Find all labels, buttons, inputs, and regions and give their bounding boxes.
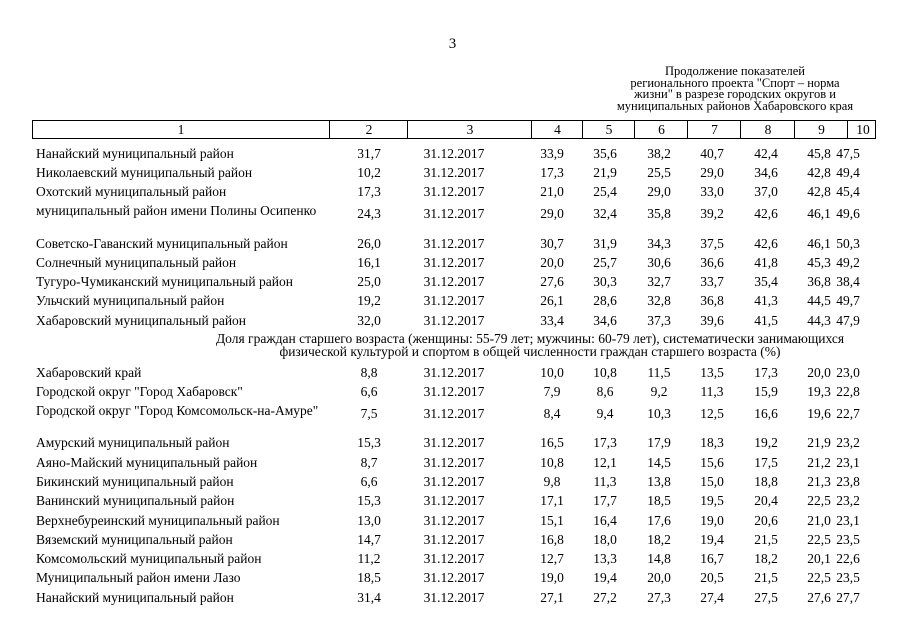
continuation-note-line: регионального проекта "Спорт – норма	[630, 75, 840, 90]
year-value: 37,3	[647, 313, 671, 328]
year-value: 20,0	[647, 570, 671, 585]
year-value: 14,5	[647, 455, 671, 470]
row-name: Ульчский муниципальный район	[36, 293, 225, 308]
year-value: 42,6	[754, 236, 778, 251]
year-value: 18,5	[647, 493, 671, 508]
year-value: 21,0	[807, 513, 831, 528]
column-header: 1	[177, 122, 185, 137]
year-value: 16,8	[540, 532, 564, 547]
year-value: 21,3	[807, 474, 831, 489]
year-value: 40,7	[700, 146, 724, 161]
year-value: 19,3	[807, 384, 831, 399]
year-value: 49,2	[836, 255, 860, 270]
year-value: 26,1	[540, 293, 564, 308]
year-value: 12,5	[700, 406, 724, 421]
year-value: 27,4	[700, 590, 724, 605]
column-header: 7	[687, 121, 741, 138]
year-value: 47,5	[836, 146, 860, 161]
base-date: 31.12.2017	[423, 165, 485, 180]
base-value: 7,5	[360, 406, 378, 421]
row-name: Верхнебуреинский муниципальный район	[36, 513, 280, 528]
continuation-note-line: Продолжение показателей	[665, 64, 805, 78]
year-value: 27,6	[540, 274, 564, 289]
row-name: Бикинский муниципальный район	[36, 474, 234, 489]
year-value: 41,5	[754, 313, 778, 328]
base-value: 31,7	[357, 146, 381, 161]
year-value: 27,2	[593, 590, 617, 605]
row-name: Нанайский муниципальный район	[36, 146, 234, 161]
row-name: Комсомольский муниципальный район	[36, 551, 262, 566]
year-value: 22,5	[807, 532, 831, 547]
base-value: 15,3	[357, 435, 381, 450]
year-value: 27,1	[540, 590, 564, 605]
year-value: 44,3	[807, 313, 831, 328]
row-name: муниципальный район имени Полины Осипенко	[36, 203, 317, 218]
year-value: 32,8	[647, 293, 671, 308]
year-value: 32,7	[647, 274, 671, 289]
base-value: 17,3	[357, 184, 381, 199]
base-value: 13,0	[357, 513, 381, 528]
year-value: 14,8	[647, 551, 671, 566]
year-value: 22,8	[836, 384, 860, 399]
row-name: Нанайский муниципальный район	[36, 590, 234, 605]
year-value: 17,6	[647, 513, 671, 528]
year-value: 30,7	[540, 236, 564, 251]
row-name: Аяно-Майский муниципальный район	[36, 455, 258, 470]
base-date: 31.12.2017	[423, 274, 485, 289]
base-date: 31.12.2017	[423, 184, 485, 199]
row-name: Солнечный муниципальный район	[36, 255, 237, 270]
year-value: 13,3	[593, 551, 617, 566]
year-value: 29,0	[647, 184, 671, 199]
column-header: 6	[634, 121, 688, 138]
base-date: 31.12.2017	[423, 255, 485, 270]
year-value: 27,3	[647, 590, 671, 605]
year-value: 44,5	[807, 293, 831, 308]
base-value: 8,8	[360, 365, 378, 380]
year-value: 15,6	[700, 455, 724, 470]
year-value: 11,5	[647, 365, 671, 380]
column-header: 4	[531, 121, 583, 138]
year-value: 25,7	[593, 255, 617, 270]
year-value: 37,5	[700, 236, 724, 251]
year-value: 22,7	[836, 406, 860, 421]
year-value: 41,3	[754, 293, 778, 308]
year-value: 27,5	[754, 590, 778, 605]
year-value: 32,4	[593, 206, 617, 221]
year-value: 23,0	[836, 365, 860, 380]
base-date: 31.12.2017	[423, 493, 485, 508]
year-value: 33,4	[540, 313, 564, 328]
year-value: 42,6	[754, 206, 778, 221]
year-value: 45,3	[807, 255, 831, 270]
base-date: 31.12.2017	[423, 455, 485, 470]
base-date: 31.12.2017	[423, 551, 485, 566]
year-value: 17,3	[540, 165, 564, 180]
year-value: 30,6	[647, 255, 671, 270]
base-value: 6,6	[360, 384, 378, 399]
year-value: 15,1	[540, 513, 564, 528]
year-value: 34,6	[593, 313, 617, 328]
year-value: 9,8	[543, 474, 561, 489]
year-value: 13,5	[700, 365, 724, 380]
base-date: 31.12.2017	[423, 570, 485, 585]
base-date: 31.12.2017	[423, 474, 485, 489]
year-value: 22,5	[807, 493, 831, 508]
year-value: 21,9	[593, 165, 617, 180]
section-title: Доля граждан старшего возраста (женщины: 55-79 лет; мужчины: 60-79 лет), систематически занимающихся физической культурой и спортом в общей численности граждан старшего возраста (%)	[215, 331, 845, 359]
year-value: 21,2	[807, 455, 831, 470]
year-value: 20,1	[807, 551, 831, 566]
year-value: 10,3	[647, 406, 671, 421]
row-name: Ванинский муниципальный район	[36, 493, 235, 508]
year-value: 19,5	[700, 493, 724, 508]
year-value: 49,7	[836, 293, 860, 308]
year-value: 27,6	[807, 590, 831, 605]
base-date: 31.12.2017	[423, 236, 485, 251]
base-value: 18,5	[357, 570, 381, 585]
year-value: 17,1	[540, 493, 564, 508]
year-value: 21,5	[754, 570, 778, 585]
year-value: 37,0	[754, 184, 778, 199]
year-value: 23,5	[836, 570, 860, 585]
year-value: 19,6	[807, 406, 831, 421]
year-value: 18,8	[754, 474, 778, 489]
year-value: 17,3	[593, 435, 617, 450]
year-value: 11,3	[700, 384, 724, 399]
year-value: 50,3	[836, 236, 860, 251]
base-date: 31.12.2017	[423, 384, 485, 399]
year-value: 9,2	[650, 384, 668, 399]
base-date: 31.12.2017	[423, 435, 485, 450]
year-value: 10,8	[540, 455, 564, 470]
year-value: 17,5	[754, 455, 778, 470]
column-header: 8	[740, 121, 795, 138]
year-value: 38,2	[647, 146, 671, 161]
year-value: 36,8	[807, 274, 831, 289]
year-value: 25,5	[647, 165, 671, 180]
year-value: 46,1	[807, 236, 831, 251]
year-value: 8,4	[543, 406, 561, 421]
year-value: 33,0	[700, 184, 724, 199]
year-value: 20,6	[754, 513, 778, 528]
base-value: 16,1	[357, 255, 381, 270]
base-value: 10,2	[357, 165, 381, 180]
year-value: 41,8	[754, 255, 778, 270]
year-value: 20,4	[754, 493, 778, 508]
year-value: 7,9	[543, 384, 561, 399]
year-value: 36,6	[700, 255, 724, 270]
row-name: Муниципальный район имени Лазо	[36, 570, 241, 585]
year-value: 49,4	[836, 165, 860, 180]
year-value: 36,8	[700, 293, 724, 308]
year-value: 23,1	[836, 513, 860, 528]
year-value: 8,6	[596, 384, 614, 399]
base-value: 11,2	[357, 551, 381, 566]
year-value: 33,7	[700, 274, 724, 289]
year-value: 21,5	[754, 532, 778, 547]
row-name: Хабаровский край	[36, 365, 142, 380]
year-value: 33,9	[540, 146, 564, 161]
year-value: 18,0	[593, 532, 617, 547]
year-value: 45,4	[836, 184, 860, 199]
year-value: 16,6	[754, 406, 778, 421]
year-value: 19,4	[700, 532, 724, 547]
column-header: 9	[794, 121, 848, 138]
year-value: 42,4	[754, 146, 778, 161]
year-value: 10,8	[593, 365, 617, 380]
year-value: 17,3	[754, 365, 778, 380]
year-value: 38,4	[836, 274, 860, 289]
year-value: 21,9	[807, 435, 831, 450]
base-value: 25,0	[357, 274, 381, 289]
year-value: 22,6	[836, 551, 860, 566]
year-value: 18,2	[647, 532, 671, 547]
row-name: Амурский муниципальный район	[36, 435, 230, 450]
row-name: Вяземский муниципальный район	[36, 532, 233, 547]
year-value: 18,2	[754, 551, 778, 566]
year-value: 10,0	[540, 365, 564, 380]
continuation-note-line: муниципальных районов Хабаровского края	[616, 98, 854, 113]
year-value: 34,3	[647, 236, 671, 251]
year-value: 25,4	[593, 184, 617, 199]
base-date: 31.12.2017	[423, 513, 485, 528]
base-date: 31.12.2017	[423, 206, 485, 221]
base-value: 24,3	[357, 206, 381, 221]
page-number: 3	[448, 36, 457, 52]
year-value: 15,9	[754, 384, 778, 399]
base-date: 31.12.2017	[423, 590, 485, 605]
year-value: 16,5	[540, 435, 564, 450]
base-value: 6,6	[360, 474, 378, 489]
year-value: 42,8	[807, 184, 831, 199]
column-header: 2	[329, 121, 408, 138]
year-value: 42,8	[807, 165, 831, 180]
continuation-note-line: жизни" в разрезе городских округов и	[634, 87, 836, 102]
year-value: 9,4	[596, 406, 614, 421]
year-value: 49,6	[836, 206, 860, 221]
year-value: 22,5	[807, 570, 831, 585]
base-date: 31.12.2017	[423, 365, 485, 380]
year-value: 17,9	[647, 435, 671, 450]
row-name: Хабаровский муниципальный район	[36, 313, 247, 328]
year-value: 39,6	[700, 313, 724, 328]
base-value: 8,7	[360, 455, 378, 470]
year-value: 35,6	[593, 146, 617, 161]
year-value: 20,0	[540, 255, 564, 270]
year-value: 35,8	[647, 206, 671, 221]
year-value: 11,3	[593, 474, 617, 489]
year-value: 19,4	[593, 570, 617, 585]
year-value: 29,0	[540, 206, 564, 221]
year-value: 30,3	[593, 274, 617, 289]
year-value: 35,4	[754, 274, 778, 289]
year-value: 23,2	[836, 493, 860, 508]
base-value: 32,0	[357, 313, 381, 328]
year-value: 23,5	[836, 532, 860, 547]
base-value: 26,0	[357, 236, 381, 251]
year-value: 19,0	[540, 570, 564, 585]
base-date: 31.12.2017	[423, 532, 485, 547]
year-value: 16,4	[593, 513, 617, 528]
column-header: 10	[847, 121, 878, 138]
year-value: 15,0	[700, 474, 724, 489]
base-date: 31.12.2017	[423, 406, 485, 421]
year-value: 23,2	[836, 435, 860, 450]
year-value: 18,3	[700, 435, 724, 450]
year-value: 47,9	[836, 313, 860, 328]
year-value: 29,0	[700, 165, 724, 180]
row-name: Охотский муниципальный район	[36, 184, 227, 199]
base-value: 14,7	[357, 532, 381, 547]
year-value: 39,2	[700, 206, 724, 221]
row-name: Городской округ "Город Комсомольск-на-Амуре"	[36, 403, 319, 418]
year-value: 20,0	[807, 365, 831, 380]
year-value: 45,8	[807, 146, 831, 161]
column-header: 3	[407, 121, 532, 138]
year-value: 12,7	[540, 551, 564, 566]
year-value: 27,7	[836, 590, 860, 605]
year-value: 21,0	[540, 184, 564, 199]
row-name: Городской округ "Город Хабаровск"	[36, 384, 243, 399]
year-value: 12,1	[593, 455, 617, 470]
year-value: 20,5	[700, 570, 724, 585]
year-value: 16,7	[700, 551, 724, 566]
base-value: 31,4	[357, 590, 381, 605]
year-value: 23,8	[836, 474, 860, 489]
row-name: Тугуро-Чумиканский муниципальный район	[36, 274, 293, 289]
year-value: 17,7	[593, 493, 617, 508]
year-value: 19,0	[700, 513, 724, 528]
base-value: 15,3	[357, 493, 381, 508]
column-header: 5	[582, 121, 635, 138]
row-name: Николаевский муниципальный район	[36, 165, 253, 180]
year-value: 13,8	[647, 474, 671, 489]
year-value: 28,6	[593, 293, 617, 308]
base-date: 31.12.2017	[423, 146, 485, 161]
year-value: 23,1	[836, 455, 860, 470]
year-value: 46,1	[807, 206, 831, 221]
year-value: 31,9	[593, 236, 617, 251]
base-date: 31.12.2017	[423, 313, 485, 328]
year-value: 19,2	[754, 435, 778, 450]
base-value: 19,2	[357, 293, 381, 308]
year-value: 34,6	[754, 165, 778, 180]
row-name: Советско-Гаванский муниципальный район	[36, 236, 288, 251]
base-date: 31.12.2017	[423, 293, 485, 308]
